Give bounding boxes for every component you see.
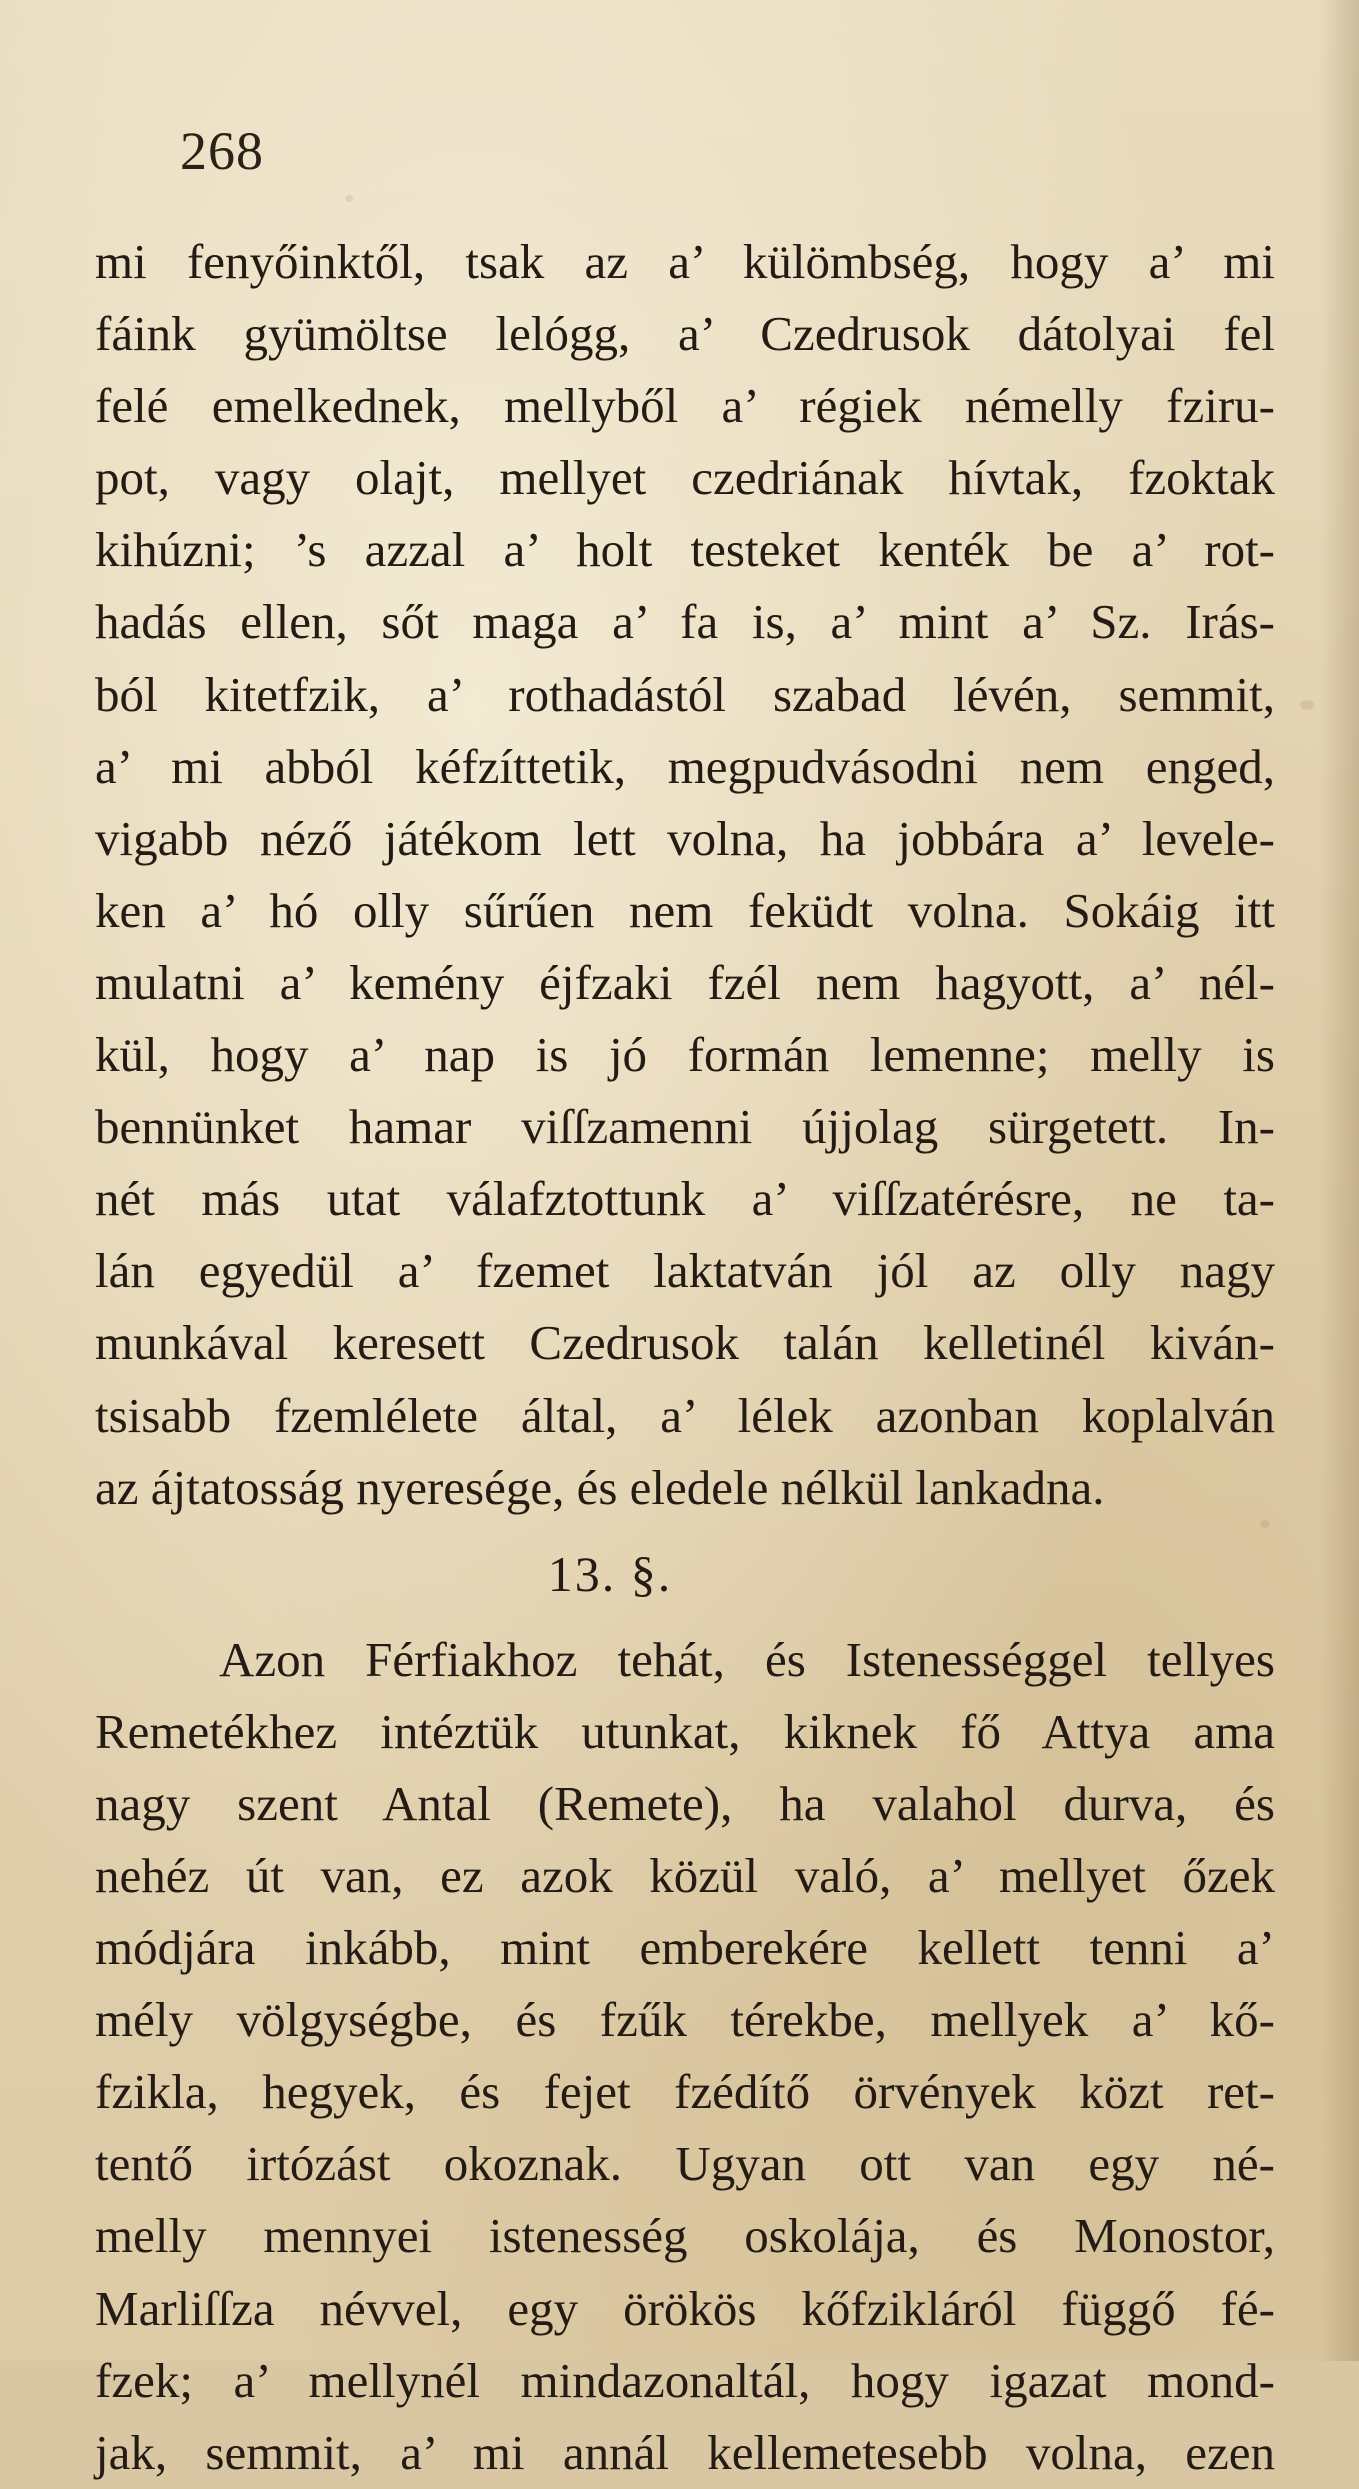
text-line: kül, hogy a’ nap is jó formán lemenne; melly is	[95, 1027, 1275, 1083]
text-line: munkával keresett Czedrusok talán kelletinél kiván-	[95, 1315, 1275, 1371]
paragraph-1	[95, 226, 1275, 1524]
paper-stain	[345, 195, 353, 202]
text-line: hadás ellen, sőt maga a’ fa is, a’ mint a’ Sz. Irás-	[95, 594, 1275, 650]
page-number: 268	[180, 121, 264, 181]
text-line: vigabb néző játékom lett volna, ha jobbára a’ levele-	[95, 810, 1275, 866]
text-line: a’ mi abból kéfzíttetik, megpudvásodni nem enged,	[95, 738, 1275, 794]
text-line: módjára inkább, mint emberekére kellett tenni a’	[95, 1920, 1275, 1976]
text-line: mély völgységbe, és fzűk térekbe, mellyek a’ kő-	[95, 1992, 1275, 2048]
text-line: nagy szent Antal (Remete), ha valahol durva, és	[95, 1775, 1275, 1831]
text-line: az ájtatosság nyeresége, és eledele nélkül lankadna.	[95, 1459, 1105, 1515]
paragraph-2	[95, 1624, 1275, 2489]
text-line: nét más utat válafztottunk a’ viſſzatérésre, ne ta-	[95, 1171, 1275, 1227]
text-line: bennünket hamar viſſzamenni újjolag sürgetett. In-	[95, 1099, 1275, 1155]
text-line: mulatni a’ kemény éjfzaki fzél nem hagyott, a’ nél-	[95, 954, 1275, 1010]
text-line: kihúzni; ’s azzal a’ holt testeket kenték be a’ rot-	[95, 522, 1275, 578]
text-line: jak, semmit, a’ mi annál kellemetesebb volna, ezen	[95, 2424, 1275, 2480]
text-line: lán egyedül a’ fzemet laktatván jól az olly nagy	[95, 1243, 1275, 1299]
text-line: fzikla, hegyek, és fejet fzédítő örvények közt ret-	[95, 2064, 1275, 2120]
text-line: Marliſſza névvel, egy örökös kőfzikláról függő fé-	[95, 2280, 1275, 2336]
text-line: Remetékhez intéztük utunkat, kiknek fő Attya ama	[95, 1703, 1275, 1759]
text-line: pot, vagy olajt, mellyet czedriának hívtak, fzoktak	[95, 450, 1275, 506]
body-text	[95, 226, 1275, 2489]
text-line: fzek; a’ mellynél mindazonaltál, hogy igazat mond-	[95, 2352, 1275, 2408]
text-line: Azon Férfiakhoz tehát, és Istenességgel tellyes	[219, 1631, 1275, 1687]
section-heading: 13. §.	[547, 1545, 673, 1602]
text-line: tentő irtózást okoznak. Ugyan ott van egy né-	[95, 2136, 1275, 2192]
text-line: felé emelkednek, mellyből a’ régiek némelly fziru-	[95, 378, 1275, 434]
paper-stain	[1300, 700, 1314, 710]
text-line: melly mennyei istenesség oskolája, és Monostor,	[95, 2208, 1275, 2264]
text-line: ken a’ hó olly sűrűen nem feküdt volna. Sokáig itt	[95, 882, 1275, 938]
text-line: fáink gyümöltse lelógg, a’ Czedrusok dátolyai fel	[95, 306, 1275, 362]
text-line: tsisabb fzemlélete által, a’ lélek azonban koplalván	[95, 1387, 1275, 1443]
text-line: nehéz út van, ez azok közül való, a’ mellyet őzek	[95, 1847, 1275, 1903]
text-line: ból kitetfzik, a’ rothadástól szabad lévén, semmit,	[95, 666, 1275, 722]
text-line: mi fenyőinktől, tsak az a’ külömbség, hogy a’ mi	[95, 234, 1275, 289]
page-edge-shadow	[1319, 0, 1359, 2361]
